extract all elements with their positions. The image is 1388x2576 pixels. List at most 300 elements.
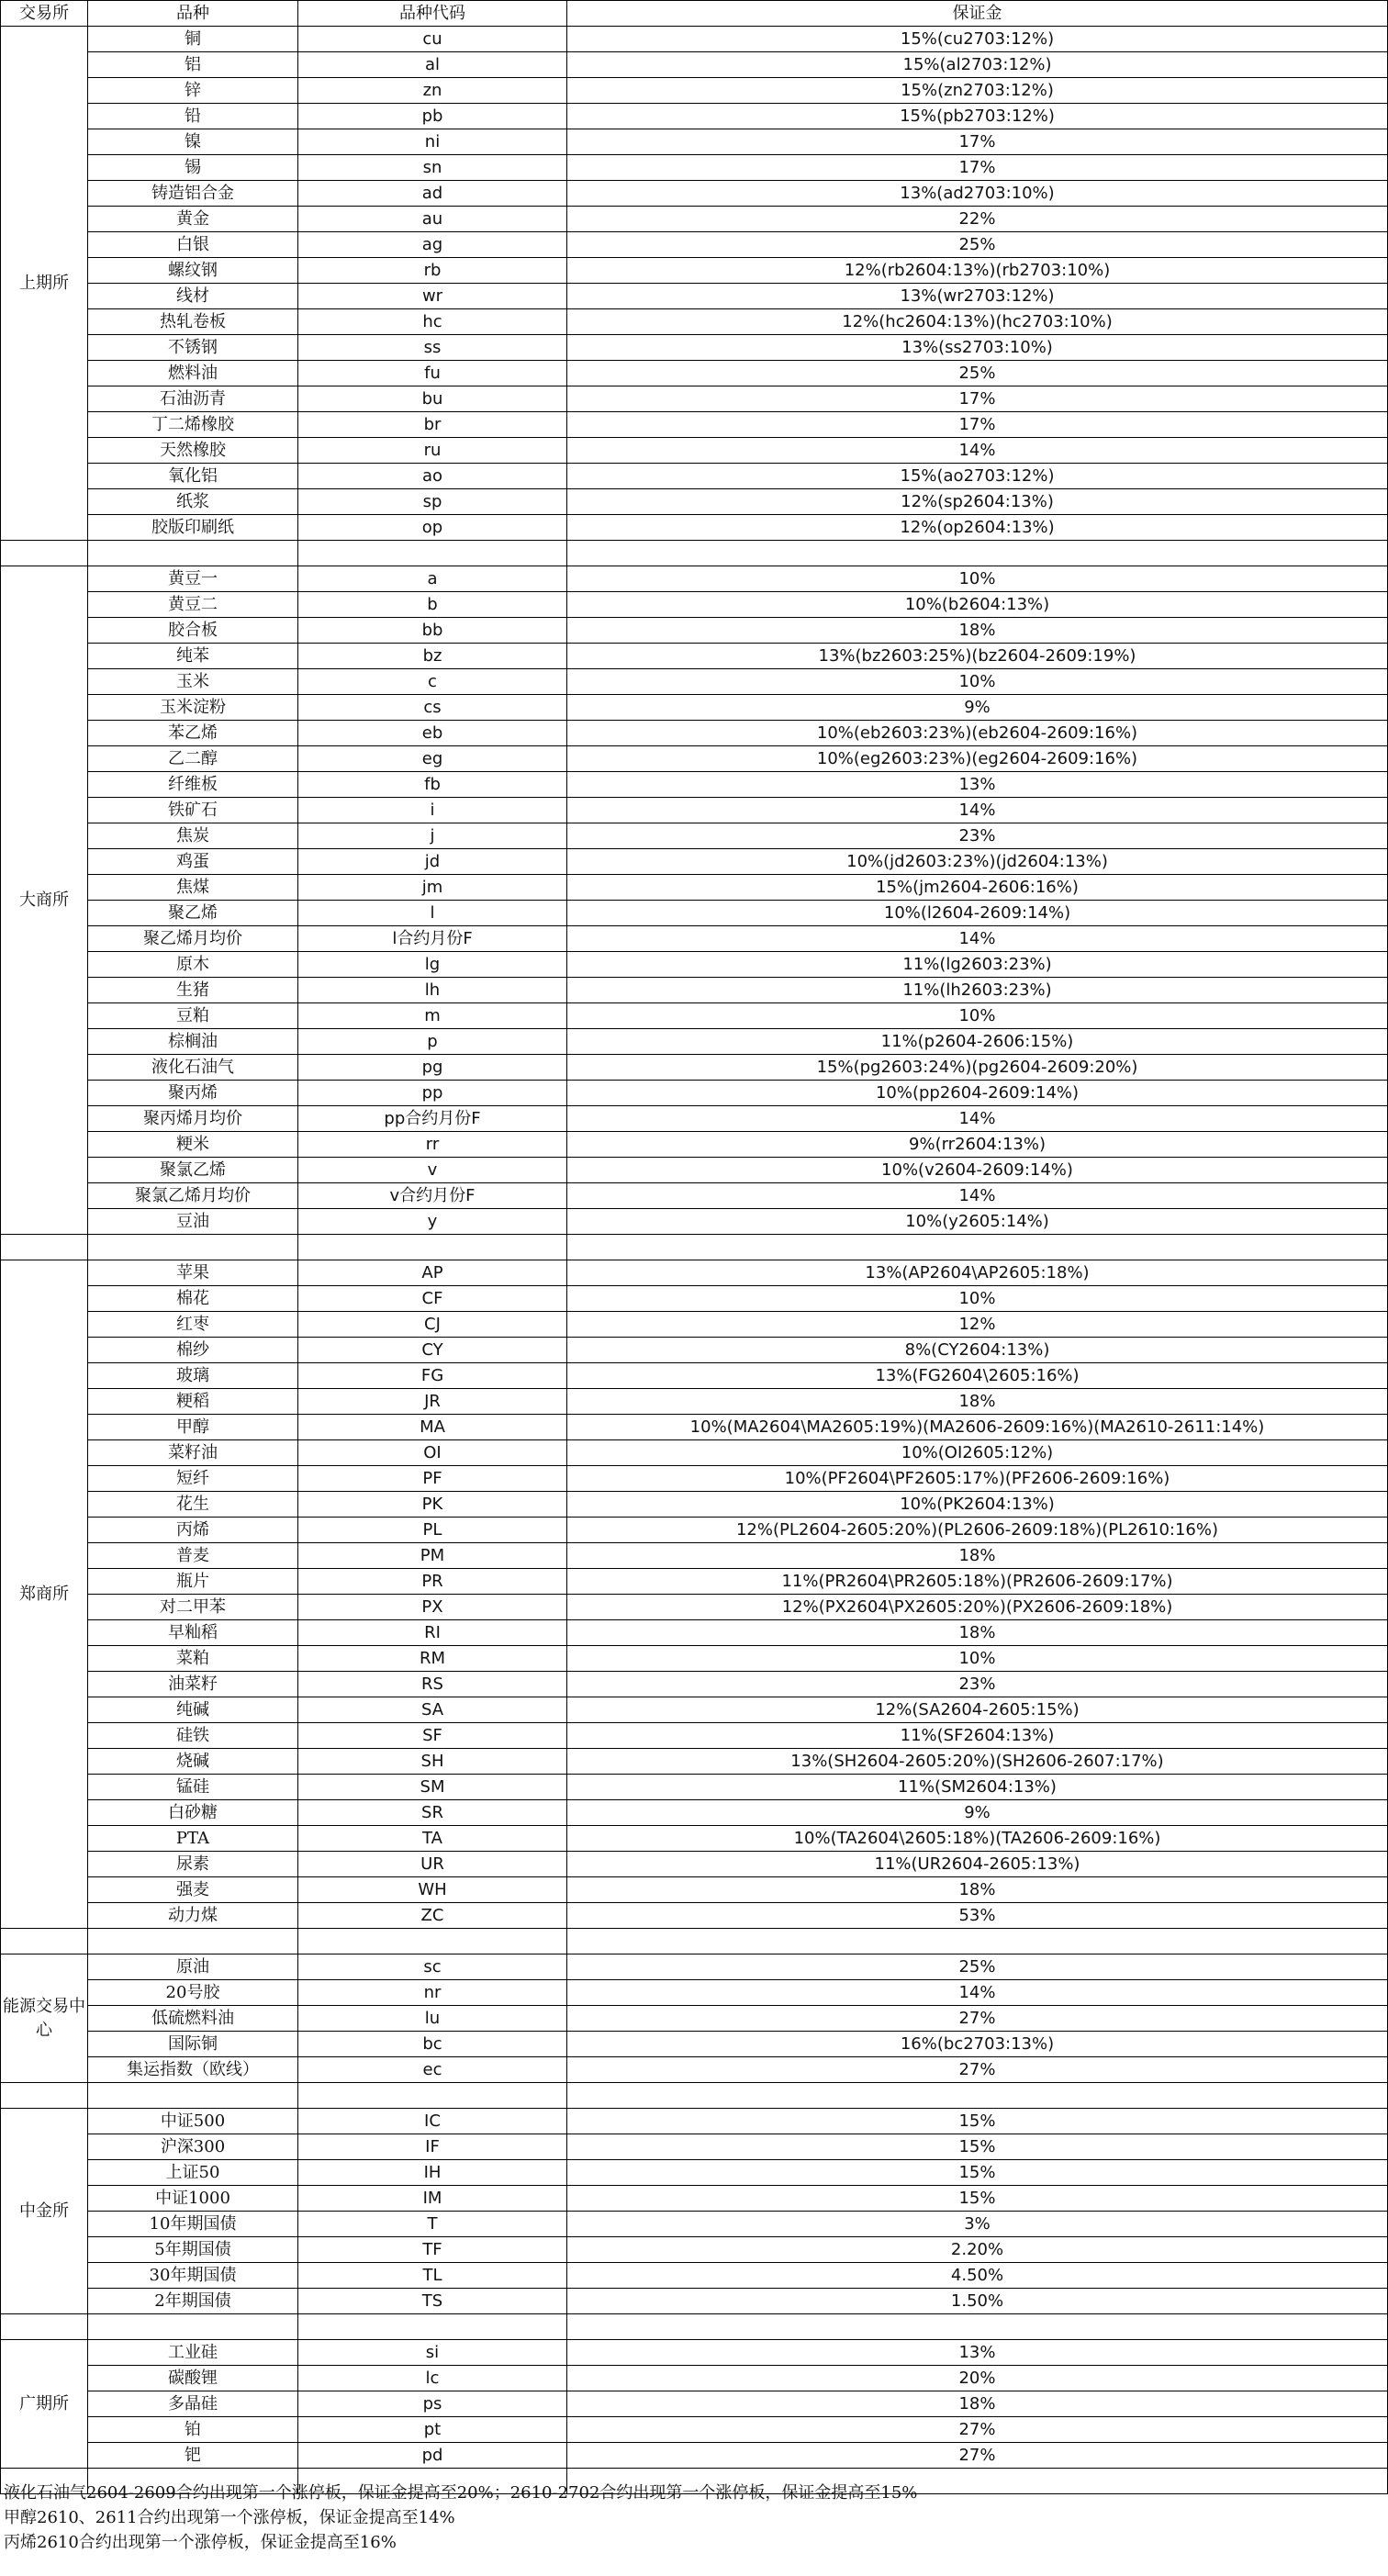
code-cell: m xyxy=(298,1003,567,1029)
margin-cell: 3% xyxy=(567,2212,1388,2237)
table-row xyxy=(1,181,1388,207)
margin-cell: 25% xyxy=(567,1954,1388,1980)
variety-cell: 碳酸锂 xyxy=(88,2366,298,2391)
table-row xyxy=(1,386,1388,412)
margin-cell: 23% xyxy=(567,1672,1388,1697)
table-row xyxy=(1,78,1388,104)
margin-cell: 15% xyxy=(567,2109,1388,2134)
margin-cell: 27% xyxy=(567,2443,1388,2469)
variety-cell: 工业硅 xyxy=(88,2340,298,2366)
table-row xyxy=(1,1954,1388,1980)
code-cell: ps xyxy=(298,2391,567,2417)
table-row xyxy=(1,361,1388,386)
table-row xyxy=(1,309,1388,335)
margin-cell: 13%(ss2703:10%) xyxy=(567,335,1388,361)
table-row xyxy=(1,952,1388,978)
margin-cell: 17% xyxy=(567,155,1388,181)
margin-cell: 15%(al2703:12%) xyxy=(567,52,1388,78)
margin-cell: 27% xyxy=(567,2006,1388,2032)
variety-cell: 棕榈油 xyxy=(88,1029,298,1055)
margin-cell: 25% xyxy=(567,232,1388,258)
margin-cell: 53% xyxy=(567,1903,1388,1929)
margin-cell: 11%(UR2604-2605:13%) xyxy=(567,1852,1388,1877)
margin-cell: 17% xyxy=(567,412,1388,438)
table-row xyxy=(1,2032,1388,2057)
variety-cell: 铂 xyxy=(88,2417,298,2443)
margin-cell: 18% xyxy=(567,1877,1388,1903)
table-row xyxy=(1,1158,1388,1183)
table-row xyxy=(1,1697,1388,1723)
code-cell: v xyxy=(298,1158,567,1183)
code-cell: ec xyxy=(298,2057,567,2083)
variety-cell: 锡 xyxy=(88,155,298,181)
variety-cell: 对二甲苯 xyxy=(88,1595,298,1620)
table-row xyxy=(1,52,1388,78)
margin-cell: 18% xyxy=(567,1389,1388,1415)
variety-cell: 低硫燃料油 xyxy=(88,2006,298,2032)
table-row xyxy=(1,1312,1388,1338)
table-row xyxy=(1,1569,1388,1595)
margin-cell: 11%(PR2604\PR2605:18%)(PR2606-2609:17%) xyxy=(567,1569,1388,1595)
variety-cell: 30年期国债 xyxy=(88,2263,298,2289)
variety-cell: 天然橡胶 xyxy=(88,438,298,464)
table-row xyxy=(1,1620,1388,1646)
table-row xyxy=(1,1646,1388,1672)
variety-cell: 普麦 xyxy=(88,1543,298,1569)
code-cell: TS xyxy=(298,2289,567,2314)
variety-cell: 石油沥青 xyxy=(88,386,298,412)
variety-cell: 棉花 xyxy=(88,1286,298,1312)
table-row xyxy=(1,2263,1388,2289)
code-cell: ZC xyxy=(298,1903,567,1929)
code-cell: TA xyxy=(298,1826,567,1852)
variety-cell: 聚氯乙烯月均价 xyxy=(88,1183,298,1209)
table-row xyxy=(1,644,1388,669)
variety-cell: 铜 xyxy=(88,27,298,52)
code-cell: rr xyxy=(298,1132,567,1158)
empty-cell xyxy=(88,1235,298,1260)
table-row xyxy=(1,1106,1388,1132)
margin-cell: 10% xyxy=(567,669,1388,695)
variety-cell: 硅铁 xyxy=(88,1723,298,1749)
margin-cell: 10%(jd2603:23%)(jd2604:13%) xyxy=(567,849,1388,875)
variety-cell: 玻璃 xyxy=(88,1363,298,1389)
variety-cell: 丙烯 xyxy=(88,1518,298,1543)
code-cell: rb xyxy=(298,258,567,284)
margin-cell: 10%(PF2604\PF2605:17%)(PF2606-2609:16%) xyxy=(567,1466,1388,1492)
code-cell: SF xyxy=(298,1723,567,1749)
code-cell: IF xyxy=(298,2134,567,2160)
margin-cell: 10%(pp2604-2609:14%) xyxy=(567,1081,1388,1106)
variety-cell: 烧碱 xyxy=(88,1749,298,1775)
code-cell: TF xyxy=(298,2237,567,2263)
variety-cell: 上证50 xyxy=(88,2160,298,2186)
margin-cell: 18% xyxy=(567,1543,1388,1569)
code-cell: CF xyxy=(298,1286,567,1312)
variety-cell: 乙二醇 xyxy=(88,746,298,772)
margin-cell: 15%(jm2604-2606:16%) xyxy=(567,875,1388,901)
code-cell: pp xyxy=(298,1081,567,1106)
code-cell: MA xyxy=(298,1415,567,1440)
code-cell: PX xyxy=(298,1595,567,1620)
code-cell: l xyxy=(298,901,567,926)
table-row xyxy=(1,2186,1388,2212)
table-row xyxy=(1,1363,1388,1389)
variety-cell: 白银 xyxy=(88,232,298,258)
variety-cell: 铁矿石 xyxy=(88,798,298,823)
table-row xyxy=(1,1826,1388,1852)
table-row xyxy=(1,1029,1388,1055)
margin-cell: 12%(rb2604:13%)(rb2703:10%) xyxy=(567,258,1388,284)
table-row xyxy=(1,2109,1388,2134)
table-row xyxy=(1,1723,1388,1749)
table-row xyxy=(1,1543,1388,1569)
code-cell: SA xyxy=(298,1697,567,1723)
table-row xyxy=(1,2443,1388,2469)
empty-cell xyxy=(88,2083,298,2109)
variety-cell: 生猪 xyxy=(88,978,298,1003)
margin-cell: 25% xyxy=(567,361,1388,386)
code-cell: IC xyxy=(298,2109,567,2134)
code-cell: UR xyxy=(298,1852,567,1877)
code-cell: zn xyxy=(298,78,567,104)
variety-cell: 原木 xyxy=(88,952,298,978)
code-cell: jm xyxy=(298,875,567,901)
table-row xyxy=(1,1338,1388,1363)
code-cell: JR xyxy=(298,1389,567,1415)
variety-cell: 胶合板 xyxy=(88,618,298,644)
margin-cell: 15%(zn2703:12%) xyxy=(567,78,1388,104)
table-row xyxy=(1,901,1388,926)
note-line: 甲醇2610、2611合约出现第一个涨停板，保证金提高至14% xyxy=(4,2508,455,2527)
margin-cell: 18% xyxy=(567,618,1388,644)
variety-cell: 尿素 xyxy=(88,1852,298,1877)
variety-cell: 中证500 xyxy=(88,2109,298,2134)
table-row xyxy=(1,2212,1388,2237)
table-row xyxy=(1,1466,1388,1492)
code-cell: PK xyxy=(298,1492,567,1518)
margin-cell: 15% xyxy=(567,2160,1388,2186)
margin-cell: 18% xyxy=(567,1620,1388,1646)
table-row xyxy=(1,2391,1388,2417)
margin-cell: 10% xyxy=(567,1003,1388,1029)
table-row xyxy=(1,1672,1388,1697)
code-cell: IH xyxy=(298,2160,567,2186)
table-row xyxy=(1,592,1388,618)
table-row xyxy=(1,207,1388,232)
empty-cell xyxy=(298,541,567,566)
margin-cell: 12%(SA2604-2605:15%) xyxy=(567,1697,1388,1723)
margin-cell: 13%(FG2604\2605:16%) xyxy=(567,1363,1388,1389)
variety-cell: 聚乙烯月均价 xyxy=(88,926,298,952)
code-cell: RS xyxy=(298,1672,567,1697)
empty-cell xyxy=(567,1235,1388,1260)
margin-cell: 4.50% xyxy=(567,2263,1388,2289)
table-row xyxy=(1,2006,1388,2032)
table-row xyxy=(1,515,1388,541)
margin-cell: 11%(p2604-2606:15%) xyxy=(567,1029,1388,1055)
margin-cell: 17% xyxy=(567,386,1388,412)
code-cell: ag xyxy=(298,232,567,258)
table-row xyxy=(1,155,1388,181)
code-cell: pb xyxy=(298,104,567,129)
empty-cell xyxy=(298,2083,567,2109)
code-cell: pp合约月份F xyxy=(298,1106,567,1132)
table-row xyxy=(1,1415,1388,1440)
table-row xyxy=(1,772,1388,798)
code-cell: p xyxy=(298,1029,567,1055)
empty-cell xyxy=(88,541,298,566)
margin-cell: 11%(SM2604:13%) xyxy=(567,1775,1388,1800)
margin-cell: 10% xyxy=(567,1646,1388,1672)
table-row xyxy=(1,2237,1388,2263)
code-cell: bz xyxy=(298,644,567,669)
margin-cell: 14% xyxy=(567,926,1388,952)
empty-cell xyxy=(567,2314,1388,2340)
empty-cell xyxy=(298,1235,567,1260)
variety-cell: 5年期国债 xyxy=(88,2237,298,2263)
code-cell: IM xyxy=(298,2186,567,2212)
exchange-name: 郑商所 xyxy=(1,1260,88,1929)
code-cell: eb xyxy=(298,721,567,746)
margin-cell: 11%(SF2604:13%) xyxy=(567,1723,1388,1749)
variety-cell: 豆油 xyxy=(88,1209,298,1235)
table-row xyxy=(1,1980,1388,2006)
variety-cell: 瓶片 xyxy=(88,1569,298,1595)
margin-cell: 23% xyxy=(567,823,1388,849)
variety-cell: 甲醇 xyxy=(88,1415,298,1440)
margin-cell: 13%(AP2604\AP2605:18%) xyxy=(567,1260,1388,1286)
empty-cell xyxy=(88,1929,298,1954)
table-row xyxy=(1,1132,1388,1158)
margin-cell: 1.50% xyxy=(567,2289,1388,2314)
table-row xyxy=(1,489,1388,515)
variety-cell: 氧化铝 xyxy=(88,464,298,489)
exchange-name: 大商所 xyxy=(1,566,88,1235)
code-cell: hc xyxy=(298,309,567,335)
code-cell: ru xyxy=(298,438,567,464)
code-cell: T xyxy=(298,2212,567,2237)
variety-cell: 纯苯 xyxy=(88,644,298,669)
variety-cell: 集运指数（欧线） xyxy=(88,2057,298,2083)
code-cell: pt xyxy=(298,2417,567,2443)
table-row xyxy=(1,1518,1388,1543)
margin-cell: 2.20% xyxy=(567,2237,1388,2263)
code-cell: al xyxy=(298,52,567,78)
code-cell: ss xyxy=(298,335,567,361)
table-row xyxy=(1,1440,1388,1466)
margin-cell: 10%(eg2603:23%)(eg2604-2609:16%) xyxy=(567,746,1388,772)
margin-cell: 14% xyxy=(567,1183,1388,1209)
table-row xyxy=(1,2417,1388,2443)
code-cell: sn xyxy=(298,155,567,181)
table-row xyxy=(1,798,1388,823)
margin-cell: 13% xyxy=(567,772,1388,798)
note-line: 丙烯2610合约出现第一个涨停板，保证金提高至16% xyxy=(4,2533,397,2552)
variety-cell: 聚乙烯 xyxy=(88,901,298,926)
variety-cell: 黄金 xyxy=(88,207,298,232)
variety-cell: 原油 xyxy=(88,1954,298,1980)
table-row xyxy=(1,695,1388,721)
variety-cell: 焦煤 xyxy=(88,875,298,901)
table-row xyxy=(1,2340,1388,2366)
table-row xyxy=(1,1903,1388,1929)
code-cell: RM xyxy=(298,1646,567,1672)
table-row xyxy=(1,1081,1388,1106)
table-row xyxy=(1,926,1388,952)
table-row xyxy=(1,284,1388,309)
code-cell: sp xyxy=(298,489,567,515)
table-row xyxy=(1,875,1388,901)
variety-cell: 花生 xyxy=(88,1492,298,1518)
variety-cell: 线材 xyxy=(88,284,298,309)
table-row xyxy=(1,746,1388,772)
margin-cell: 8%(CY2604:13%) xyxy=(567,1338,1388,1363)
table-row xyxy=(1,1749,1388,1775)
margin-cell: 10%(OI2605:12%) xyxy=(567,1440,1388,1466)
variety-cell: 玉米淀粉 xyxy=(88,695,298,721)
empty-cell xyxy=(567,2083,1388,2109)
code-cell: cs xyxy=(298,695,567,721)
margin-cell: 27% xyxy=(567,2417,1388,2443)
margin-cell: 13%(bz2603:25%)(bz2604-2609:19%) xyxy=(567,644,1388,669)
code-cell: si xyxy=(298,2340,567,2366)
margin-cell: 11%(lg2603:23%) xyxy=(567,952,1388,978)
variety-cell: 焦炭 xyxy=(88,823,298,849)
empty-cell xyxy=(1,1235,88,1260)
code-cell: wr xyxy=(298,284,567,309)
margin-cell: 9%(rr2604:13%) xyxy=(567,1132,1388,1158)
code-cell: lu xyxy=(298,2006,567,2032)
variety-cell: 铝 xyxy=(88,52,298,78)
exchange-name: 能源交易中心 xyxy=(1,1954,88,2083)
margin-cell: 15%(ao2703:12%) xyxy=(567,464,1388,489)
variety-cell: 聚丙烯月均价 xyxy=(88,1106,298,1132)
code-cell: SR xyxy=(298,1800,567,1826)
table-row xyxy=(1,2289,1388,2314)
table-row xyxy=(1,129,1388,155)
margin-cell: 12%(PL2604-2605:20%)(PL2606-2609:18%)(PL2610:16%) xyxy=(567,1518,1388,1543)
margin-cell: 12% xyxy=(567,1312,1388,1338)
code-cell: b xyxy=(298,592,567,618)
variety-cell: 苯乙烯 xyxy=(88,721,298,746)
variety-cell: 黄豆一 xyxy=(88,566,298,592)
variety-cell: 棉纱 xyxy=(88,1338,298,1363)
code-cell: bu xyxy=(298,386,567,412)
margin-cell: 22% xyxy=(567,207,1388,232)
margin-cell: 15% xyxy=(567,2134,1388,2160)
exchange-name: 中金所 xyxy=(1,2109,88,2314)
empty-cell xyxy=(298,1929,567,1954)
margin-cell: 14% xyxy=(567,1980,1388,2006)
code-cell: RI xyxy=(298,1620,567,1646)
table-row xyxy=(1,335,1388,361)
variety-cell: 粳稻 xyxy=(88,1389,298,1415)
table-row xyxy=(1,412,1388,438)
margin-cell: 15%(pg2603:24%)(pg2604-2609:20%) xyxy=(567,1055,1388,1081)
table-row xyxy=(1,2057,1388,2083)
exchange-name: 上期所 xyxy=(1,27,88,541)
variety-cell: 锌 xyxy=(88,78,298,104)
table-row xyxy=(1,1260,1388,1286)
code-cell: c xyxy=(298,669,567,695)
code-cell: ao xyxy=(298,464,567,489)
spacer-row xyxy=(1,2314,1388,2340)
margin-cell: 10%(PK2604:13%) xyxy=(567,1492,1388,1518)
spacer-row xyxy=(1,1929,1388,1954)
empty-cell xyxy=(1,541,88,566)
margin-cell: 9% xyxy=(567,695,1388,721)
code-cell: lc xyxy=(298,2366,567,2391)
table-row xyxy=(1,1800,1388,1826)
margin-cell: 10%(y2605:14%) xyxy=(567,1209,1388,1235)
variety-cell: 液化石油气 xyxy=(88,1055,298,1081)
header-row xyxy=(1,1,1388,27)
table-row xyxy=(1,1209,1388,1235)
margin-cell: 15%(pb2703:12%) xyxy=(567,104,1388,129)
code-cell: PM xyxy=(298,1543,567,1569)
code-cell: TL xyxy=(298,2263,567,2289)
table-row xyxy=(1,1775,1388,1800)
margin-cell: 15% xyxy=(567,2186,1388,2212)
code-cell: PF xyxy=(298,1466,567,1492)
margin-cell: 16%(bc2703:13%) xyxy=(567,2032,1388,2057)
margin-cell: 10% xyxy=(567,566,1388,592)
margin-cell: 12%(op2604:13%) xyxy=(567,515,1388,541)
table-row xyxy=(1,1492,1388,1518)
code-cell: v合约月份F xyxy=(298,1183,567,1209)
variety-cell: 纤维板 xyxy=(88,772,298,798)
exchange-name: 广期所 xyxy=(1,2340,88,2469)
table-row xyxy=(1,669,1388,695)
variety-cell: 油菜籽 xyxy=(88,1672,298,1697)
code-cell: br xyxy=(298,412,567,438)
margin-cell: 10%(b2604:13%) xyxy=(567,592,1388,618)
header-exchange: 交易所 xyxy=(1,1,88,27)
empty-cell xyxy=(567,1929,1388,1954)
table-row xyxy=(1,232,1388,258)
variety-cell: 菜粕 xyxy=(88,1646,298,1672)
code-cell: jd xyxy=(298,849,567,875)
variety-cell: 热轧卷板 xyxy=(88,309,298,335)
code-cell: SM xyxy=(298,1775,567,1800)
margin-cell: 11%(lh2603:23%) xyxy=(567,978,1388,1003)
code-cell: j xyxy=(298,823,567,849)
margin-cell: 18% xyxy=(567,2391,1388,2417)
code-cell: a xyxy=(298,566,567,592)
variety-cell: 2年期国债 xyxy=(88,2289,298,2314)
code-cell: pd xyxy=(298,2443,567,2469)
variety-cell: 短纤 xyxy=(88,1466,298,1492)
table-row xyxy=(1,1055,1388,1081)
empty-cell xyxy=(1,2083,88,2109)
margin-cell: 10%(l2604-2609:14%) xyxy=(567,901,1388,926)
margin-cell: 20% xyxy=(567,2366,1388,2391)
table-row xyxy=(1,823,1388,849)
margin-cell: 10%(eb2603:23%)(eb2604-2609:16%) xyxy=(567,721,1388,746)
margin-cell: 10%(v2604-2609:14%) xyxy=(567,1158,1388,1183)
margin-cell: 13%(wr2703:12%) xyxy=(567,284,1388,309)
margin-cell: 10% xyxy=(567,1286,1388,1312)
notes xyxy=(4,2481,917,2555)
code-cell: y xyxy=(298,1209,567,1235)
variety-cell: PTA xyxy=(88,1826,298,1852)
table-row xyxy=(1,721,1388,746)
spacer-row xyxy=(1,2083,1388,2109)
code-cell: ad xyxy=(298,181,567,207)
code-cell: nr xyxy=(298,1980,567,2006)
code-cell: SH xyxy=(298,1749,567,1775)
